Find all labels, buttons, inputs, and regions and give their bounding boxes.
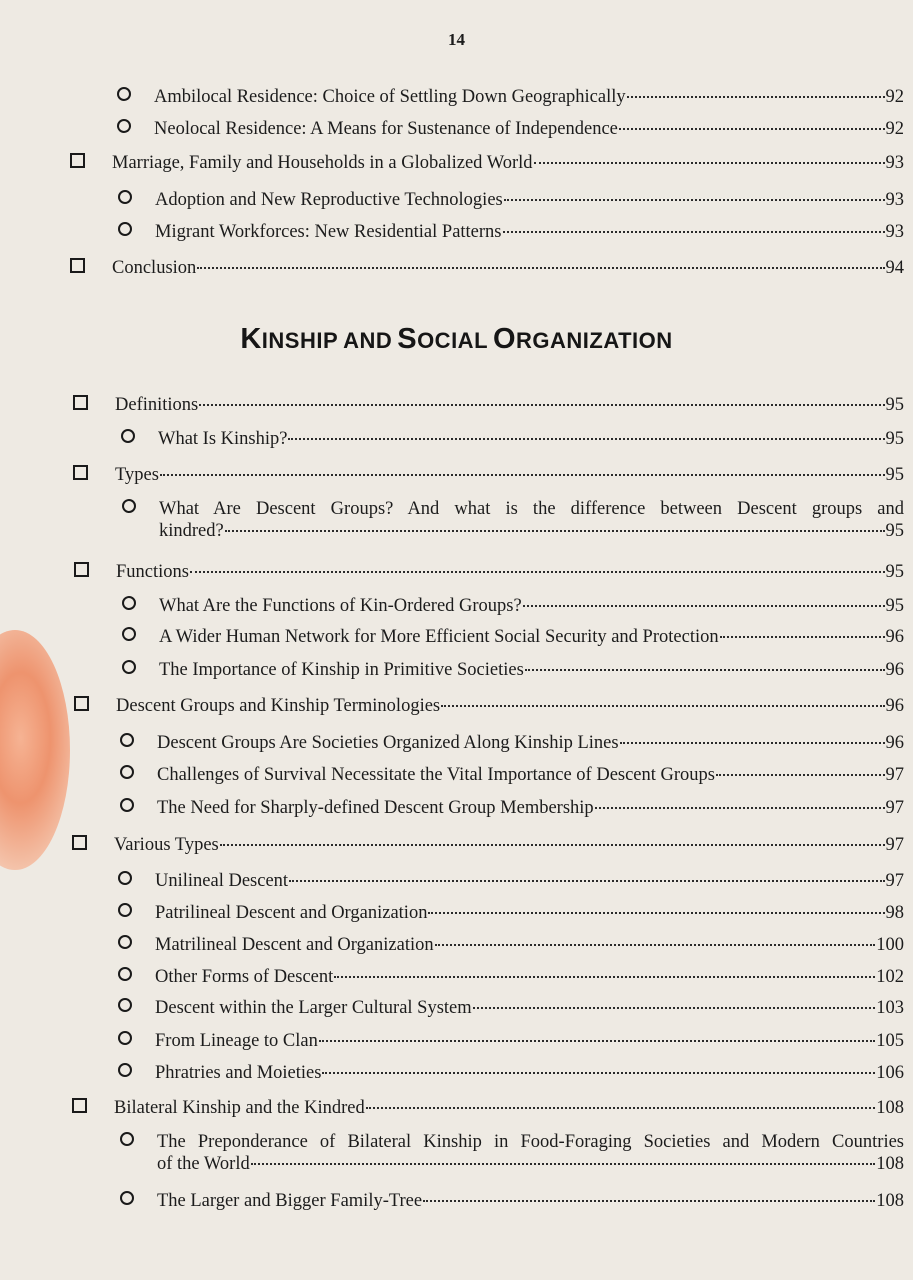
- toc-entry[interactable]: Patrilineal Descent and Organization 98: [155, 902, 904, 924]
- square-bullet-icon: [72, 835, 87, 850]
- circle-bullet-icon: [117, 87, 131, 101]
- toc-entry[interactable]: From Lineage to Clan 105: [155, 1030, 904, 1052]
- circle-bullet-icon: [122, 596, 136, 610]
- circle-bullet-icon: [122, 499, 136, 513]
- toc-entry[interactable]: Unilineal Descent 97: [155, 870, 904, 892]
- square-bullet-icon: [73, 465, 88, 480]
- toc-entry[interactable]: Other Forms of Descent 102: [155, 966, 904, 988]
- square-bullet-icon: [73, 395, 88, 410]
- toc-entry[interactable]: Types 95: [115, 464, 904, 486]
- circle-bullet-icon: [120, 798, 134, 812]
- toc-entry[interactable]: A Wider Human Network for More Efficient Social Security and Protection 96: [159, 626, 904, 648]
- toc-entry[interactable]: Descent Groups Are Societies Organized Along Kinship Lines 96: [157, 732, 904, 754]
- circle-bullet-icon: [118, 998, 132, 1012]
- toc-entry[interactable]: Challenges of Survival Necessitate the Vital Importance of Descent Groups 97: [157, 764, 904, 786]
- circle-bullet-icon: [121, 429, 135, 443]
- circle-bullet-icon: [118, 190, 132, 204]
- circle-bullet-icon: [118, 903, 132, 917]
- square-bullet-icon: [72, 1098, 87, 1113]
- toc-entry[interactable]: Marriage, Family and Households in a Globalized World 93: [112, 152, 904, 174]
- toc-entry[interactable]: What Are the Functions of Kin-Ordered Groups? 95: [159, 595, 904, 617]
- circle-bullet-icon: [120, 1191, 134, 1205]
- toc-entry[interactable]: Adoption and New Reproductive Technologies 93: [155, 189, 904, 211]
- toc-entry[interactable]: Ambilocal Residence: Choice of Settling Down Geographically 92: [154, 86, 904, 108]
- square-bullet-icon: [70, 258, 85, 273]
- toc-entry[interactable]: Descent Groups and Kinship Terminologies 96: [116, 695, 904, 717]
- circle-bullet-icon: [120, 1132, 134, 1146]
- toc-entry[interactable]: Functions 95: [116, 561, 904, 583]
- toc-entry[interactable]: Migrant Workforces: New Residential Patterns 93: [155, 221, 904, 243]
- circle-bullet-icon: [118, 1063, 132, 1077]
- square-bullet-icon: [74, 696, 89, 711]
- toc-entry[interactable]: Phratries and Moieties 106: [155, 1062, 904, 1084]
- square-bullet-icon: [70, 153, 85, 168]
- circle-bullet-icon: [118, 935, 132, 949]
- section-title: KINSHIP AND SOCIAL ORGANIZATION: [240, 323, 673, 355]
- circle-bullet-icon: [122, 660, 136, 674]
- toc-entry[interactable]: What Are Descent Groups? And what is the difference between Descent groups and kindred? 95: [159, 498, 904, 542]
- toc-entry[interactable]: What Is Kinship? 95: [158, 428, 904, 450]
- toc-entry[interactable]: Various Types 97: [114, 834, 904, 856]
- circle-bullet-icon: [118, 222, 132, 236]
- toc-entry[interactable]: The Need for Sharply-defined Descent Group Membership 97: [157, 797, 904, 819]
- toc-entry[interactable]: The Preponderance of Bilateral Kinship in Food-Foraging Societies and Modern Countries of the World 108: [157, 1131, 904, 1175]
- toc-entry[interactable]: Descent within the Larger Cultural System 103: [155, 997, 904, 1019]
- circle-bullet-icon: [117, 119, 131, 133]
- circle-bullet-icon: [122, 627, 136, 641]
- circle-bullet-icon: [120, 733, 134, 747]
- circle-bullet-icon: [118, 871, 132, 885]
- toc-entry[interactable]: Conclusion 94: [112, 257, 904, 279]
- circle-bullet-icon: [118, 1031, 132, 1045]
- circle-bullet-icon: [120, 765, 134, 779]
- toc-entry[interactable]: Definitions 95: [115, 394, 904, 416]
- toc-entry[interactable]: The Larger and Bigger Family-Tree 108: [157, 1190, 904, 1212]
- page-number: 14: [448, 30, 465, 49]
- toc-entry[interactable]: The Importance of Kinship in Primitive Societies 96: [159, 659, 904, 681]
- circle-bullet-icon: [118, 967, 132, 981]
- square-bullet-icon: [74, 562, 89, 577]
- toc-entry[interactable]: Bilateral Kinship and the Kindred 108: [114, 1097, 904, 1119]
- toc-entry[interactable]: Matrilineal Descent and Organization 100: [155, 934, 904, 956]
- toc-entry[interactable]: Neolocal Residence: A Means for Sustenance of Independence 92: [154, 118, 904, 140]
